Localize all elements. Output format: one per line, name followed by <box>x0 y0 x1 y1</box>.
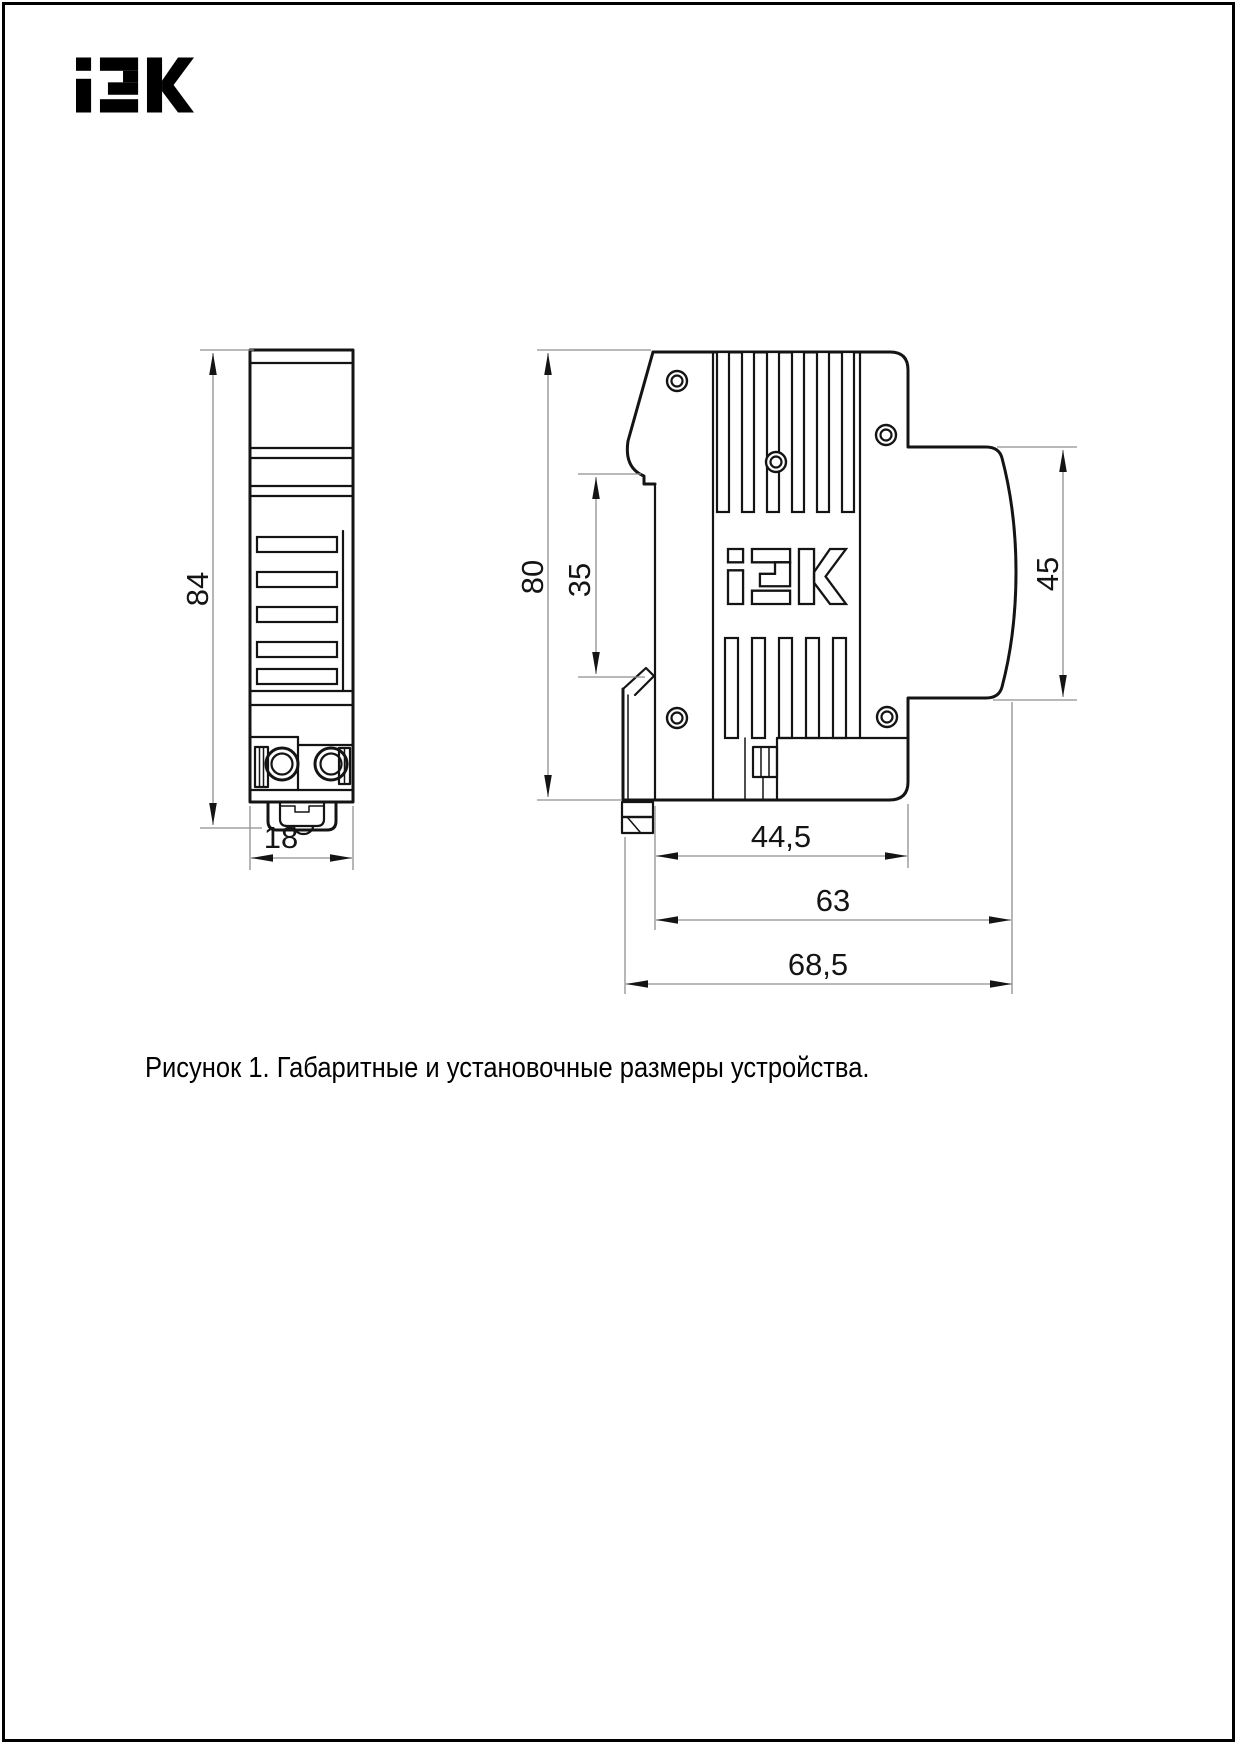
side-vent-slots-top <box>717 352 854 512</box>
side-view <box>622 352 1016 833</box>
dim-label-overall-depth: 68,5 <box>787 947 849 982</box>
side-din-hook <box>627 352 655 484</box>
dim-label-front-height: 84 <box>180 571 215 607</box>
front-vent-slots <box>257 531 343 691</box>
dim-label-side-height: 80 <box>515 559 550 595</box>
dim-label-mount-depth: 44,5 <box>750 819 812 854</box>
iek-logo <box>76 54 194 116</box>
figure-caption: Рисунок 1. Габаритные и установочные размеры устройства. <box>145 1052 870 1084</box>
dim-label-front-face: 45 <box>1030 556 1065 592</box>
side-vent-slots-bottom <box>725 638 846 738</box>
front-view <box>250 350 353 834</box>
iek-embossed-logo <box>728 549 846 604</box>
iek-logo-glyphs <box>76 57 194 112</box>
side-terminal-cover <box>745 738 906 800</box>
dim-label-front-width: 18 <box>263 820 299 855</box>
technical-drawing <box>0 130 1237 1190</box>
side-din-clip <box>622 668 654 833</box>
dim-label-din-channel: 35 <box>562 562 597 598</box>
front-terminal-block <box>250 737 353 790</box>
dim-label-body-depth: 63 <box>815 883 851 918</box>
